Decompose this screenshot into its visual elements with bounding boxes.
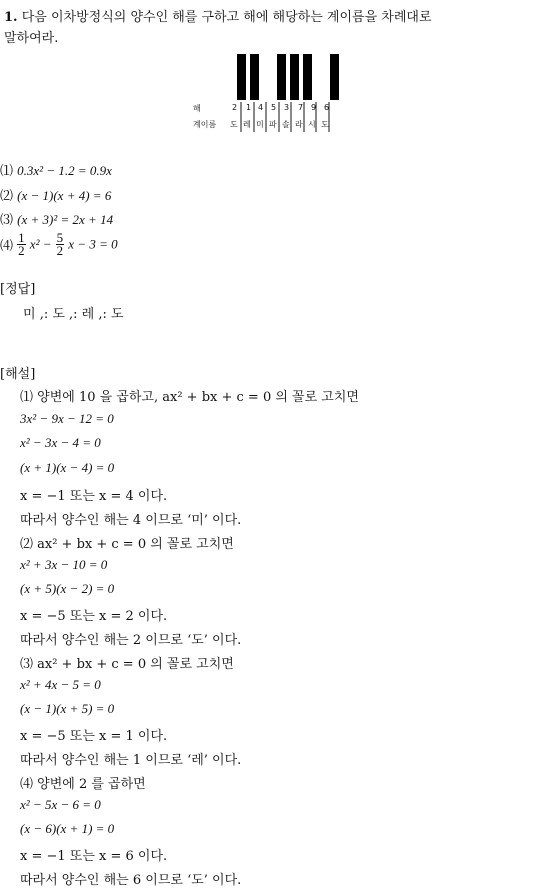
equation-label: ⑴ xyxy=(0,164,14,179)
explanation-line: ⑷ 양변에 2 를 곱하면 xyxy=(20,777,146,792)
equation-label: ⑶ xyxy=(0,213,14,228)
equation-1 xyxy=(0,160,112,179)
explanation-line: x² − 3x − 4 = 0 xyxy=(20,435,101,450)
explanation-line: 따라서 양수인 해는 2 이므로 ‘도’ 이다. xyxy=(20,633,242,648)
note-1: 도 xyxy=(230,120,238,129)
equation-2 xyxy=(0,185,111,204)
black-key-5 xyxy=(303,54,312,100)
fraction-1 xyxy=(17,232,26,257)
explanation-line: x = −1 또는 x = 6 이다. xyxy=(20,849,168,864)
solution-5: 3 xyxy=(284,103,290,112)
explanation-line: x² + 3x − 10 = 0 xyxy=(20,557,108,572)
explanation-line: x² + 4x − 5 = 0 xyxy=(20,677,101,692)
answer-heading: [정답] xyxy=(0,282,36,297)
explanation-line: (x − 6)(x + 1) = 0 xyxy=(20,821,115,836)
explanation-line: (x + 1)(x − 4) = 0 xyxy=(20,460,115,475)
note-2: 레 xyxy=(243,120,251,129)
problem-text-2: 말하여라. xyxy=(4,31,59,46)
equation-mid: x² − xyxy=(29,236,52,252)
solution-4: 5 xyxy=(271,103,277,112)
explanation-line: x = −5 또는 x = 1 이다. xyxy=(20,729,168,744)
fraction-1-denominator: 2 xyxy=(18,243,25,258)
note-6: 라 xyxy=(295,120,303,129)
explanation-line: x = −1 또는 x = 4 이다. xyxy=(20,489,168,504)
black-key-4 xyxy=(290,54,299,100)
note-5: 솔 xyxy=(282,120,290,129)
solution-3: 4 xyxy=(258,103,264,112)
problem-number: 1. xyxy=(4,10,18,25)
solution-6: 7 xyxy=(298,103,304,112)
fraction-1-numerator: 1 xyxy=(18,230,25,245)
solution-7: 9 xyxy=(311,103,317,112)
explanation-line: x = −5 또는 x = 2 이다. xyxy=(20,609,168,624)
explanation-line: ⑵ ax² + bx + c = 0 의 꼴로 고치면 xyxy=(20,537,234,552)
explanation-line: ⑶ ax² + bx + c = 0 의 꼴로 고치면 xyxy=(20,657,234,672)
explanation-line: 따라서 양수인 해는 4 이므로 ‘미’ 이다. xyxy=(20,513,242,528)
explanation-line: (x − 1)(x + 5) = 0 xyxy=(20,701,115,716)
explanation-line: 따라서 양수인 해는 6 이므로 ‘도’ 이다. xyxy=(20,873,242,888)
explanation-line: (x + 5)(x − 2) = 0 xyxy=(20,581,115,596)
row-label-solution: 해 xyxy=(193,104,201,113)
answer-text: 미 ,: 도 ,: 레 ,: 도 xyxy=(23,307,124,322)
problem-line-1 xyxy=(4,6,432,25)
equation-expr: (x + 3)² = 2x + 14 xyxy=(17,212,114,227)
explanation-line: 3x² − 9x − 12 = 0 xyxy=(20,411,114,426)
black-key-1 xyxy=(237,54,246,100)
explanation-line: 따라서 양수인 해는 1 이므로 ‘레’ 이다. xyxy=(20,753,242,768)
explanation-heading: [해설] xyxy=(0,367,36,382)
equation-label: ⑷ xyxy=(0,239,14,254)
equation-tail: x − 3 = 0 xyxy=(68,236,118,252)
equation-3 xyxy=(0,209,113,228)
explanation-line: ⑴ 양변에 10 을 곱하고, ax² + bx + c = 0 의 꼴로 고치면 xyxy=(20,390,359,405)
explanation-line: x² − 5x − 6 = 0 xyxy=(20,797,101,812)
equation-4 xyxy=(0,232,118,257)
note-7: 시 xyxy=(308,120,316,129)
note-3: 미 xyxy=(256,120,264,129)
solution-2: 1 xyxy=(246,103,252,112)
note-8: 도 xyxy=(321,120,329,129)
equation-expr: 0.3x² − 1.2 = 0.9x xyxy=(17,163,112,178)
fraction-2-denominator: 2 xyxy=(56,243,64,258)
black-key-2 xyxy=(250,54,259,100)
note-4: 파 xyxy=(269,120,277,129)
solution-1: 2 xyxy=(232,103,238,112)
equation-label: ⑵ xyxy=(0,189,14,204)
fraction-2 xyxy=(56,232,65,257)
black-key-6 xyxy=(330,54,339,100)
solution-8: 6 xyxy=(324,103,330,112)
problem-text-1: 다음 이차방정식의 양수인 해를 구하고 해에 해당하는 계이름을 차례대로 xyxy=(21,10,432,25)
row-label-note: 계이름 xyxy=(193,120,217,129)
fraction-2-numerator: 5 xyxy=(56,230,64,245)
equation-expr: (x − 1)(x + 4) = 6 xyxy=(17,188,112,203)
black-key-3 xyxy=(277,54,286,100)
